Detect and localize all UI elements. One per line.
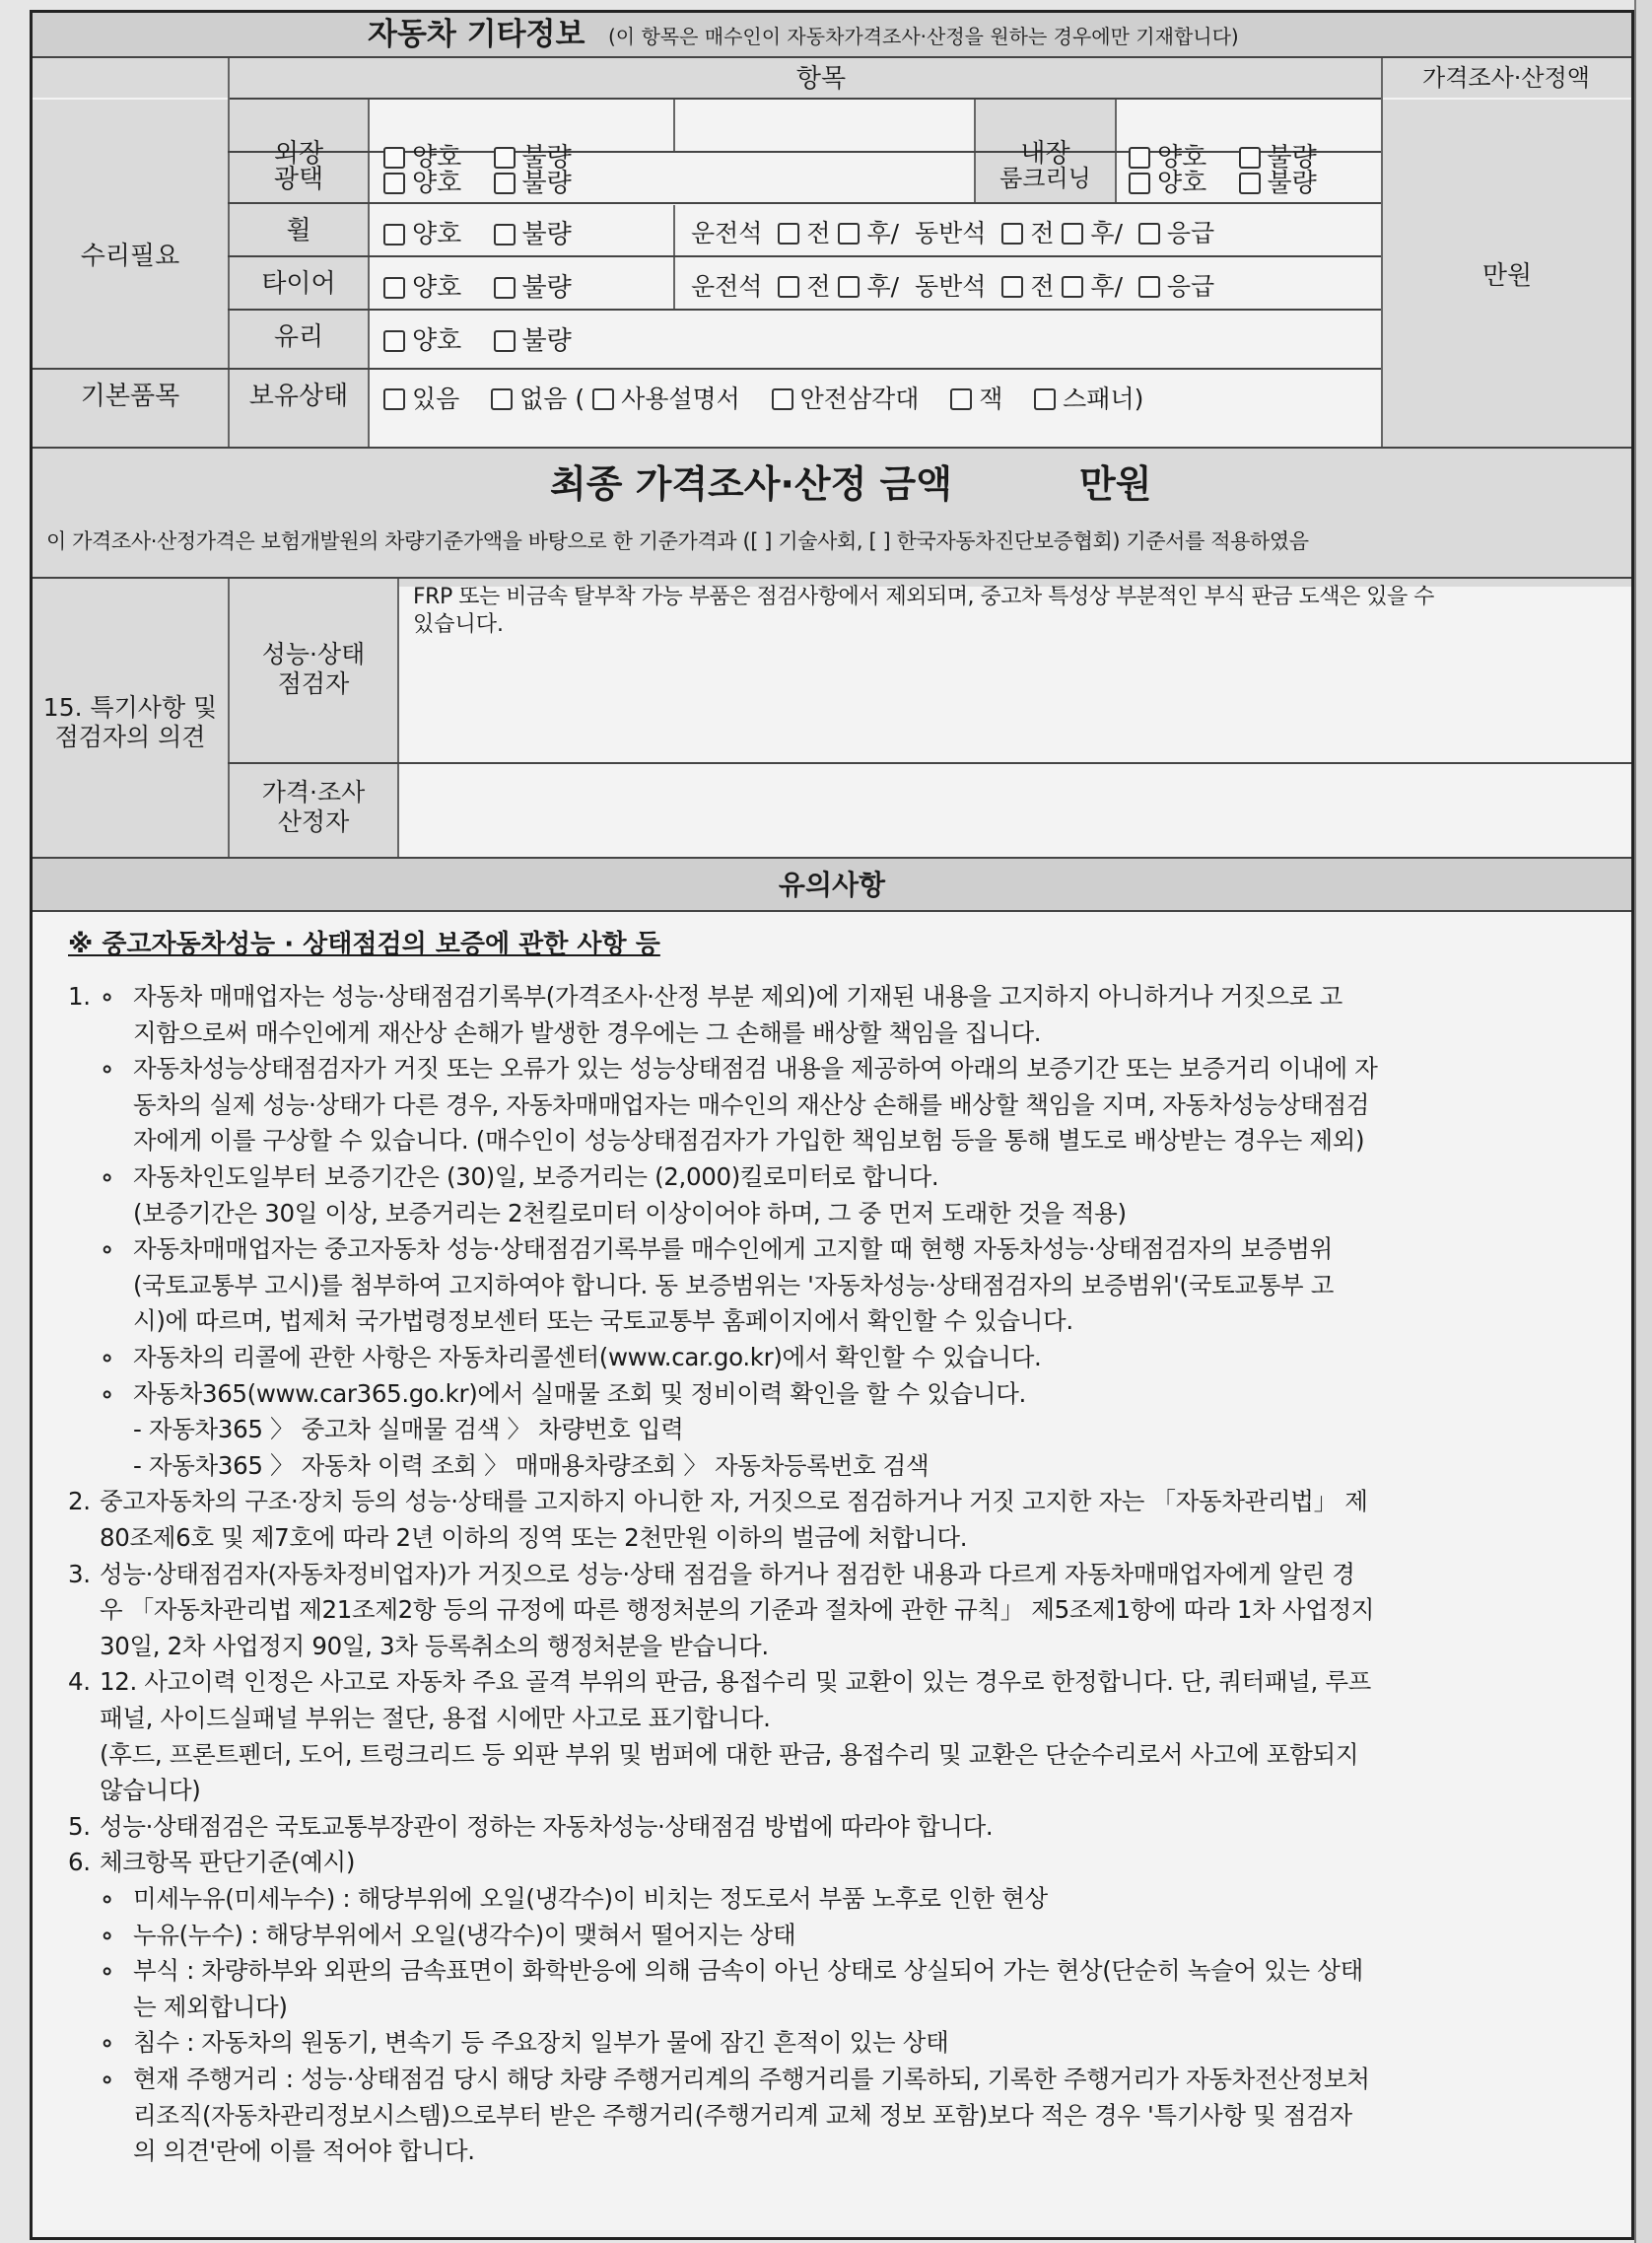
option-label: 불량 bbox=[1267, 169, 1317, 198]
inspector-label-1: 성능·상태 bbox=[261, 640, 366, 668]
bullet-icon: ∘ bbox=[100, 1162, 114, 1191]
notice-line bbox=[68, 1448, 1616, 1485]
option-label: 양호 bbox=[1157, 169, 1207, 198]
notice-line bbox=[68, 1268, 1616, 1304]
wheel-passenger-front-checkbox[interactable] bbox=[1001, 223, 1023, 245]
option-label: 불량 bbox=[1267, 143, 1317, 173]
inspector-opinion-line-2: 있습니다. bbox=[413, 612, 505, 637]
front-label: 전 bbox=[806, 219, 831, 247]
notice-line bbox=[68, 1159, 1616, 1196]
notice-line bbox=[68, 1918, 1616, 1954]
bullet-icon: ∘ bbox=[100, 2028, 114, 2058]
gloss-good-checkbox[interactable] bbox=[383, 173, 405, 194]
notice-heading: ※ 중고자동차성능 · 상태점검의 보증에 관한 사항 등 bbox=[68, 930, 660, 959]
bullet-icon: ∘ bbox=[100, 982, 114, 1011]
repair-needed-label: 수리필요 bbox=[80, 242, 180, 271]
notice-text: 체크항목 판단기준(예시) bbox=[100, 1848, 356, 1877]
notice-line bbox=[68, 1484, 1616, 1520]
bullet-icon: ∘ bbox=[100, 1920, 114, 1949]
notice-line bbox=[68, 1087, 1616, 1124]
notice-title: 유의사항 bbox=[778, 869, 886, 901]
notice-line bbox=[68, 1953, 1616, 1990]
notice-line bbox=[68, 1016, 1616, 1052]
room-cleaning-options bbox=[1129, 163, 1341, 199]
notice-line bbox=[68, 1845, 1616, 1881]
wheel-options bbox=[383, 214, 595, 250]
notice-text: 자동차의 리콜에 관한 사항은 자동차리콜센터(www.car.go.kr)에서 확인할 수 있습니다. bbox=[133, 1343, 1042, 1371]
notice-text: (국토교통부 고시)를 첨부하여 고지하여야 합니다. 동 보증범위는 '자동차성능·상태점검자의 보증범위'(국토교통부 고 bbox=[133, 1270, 1335, 1299]
notice-line bbox=[68, 1231, 1616, 1268]
manual-label: 사용설명서 bbox=[621, 385, 740, 413]
notice-text: 동차의 실제 성능·상태가 다른 경우, 자동차매매업자는 매수인의 재산상 손해를 배상할 책임을 지며, 자동차성능상태점검 bbox=[133, 1089, 1370, 1119]
notice-number: 2. bbox=[68, 1487, 91, 1516]
tire-passenger-front-checkbox[interactable] bbox=[1001, 276, 1023, 298]
basic-items-label: 기본품목 bbox=[80, 382, 180, 411]
notice-text: 30일, 2차 사업정지 90일, 3차 등록취소의 행정처분을 받습니다. bbox=[100, 1631, 769, 1660]
option-label: 양호 bbox=[412, 273, 462, 303]
notice-text: 리조직(자동차관리정보시스템)으로부터 받은 주행거리(주행거리계 교체 정보 포함)보다 적은 경우 '특기사항 및 점검자 bbox=[133, 2100, 1352, 2130]
jack-checkbox[interactable] bbox=[950, 388, 972, 410]
notice-text: 않습니다) bbox=[100, 1776, 201, 1805]
notice-line bbox=[68, 1881, 1616, 1918]
rear-label: 후/ bbox=[1090, 272, 1123, 301]
notice-line bbox=[68, 1773, 1616, 1809]
notice-text: 의 의견'란에 이를 적어야 합니다. bbox=[133, 2137, 475, 2166]
notice-line bbox=[68, 1737, 1616, 1774]
none-checkbox[interactable] bbox=[491, 388, 513, 410]
have-label: 있음 bbox=[412, 385, 460, 413]
front-label: 전 bbox=[806, 272, 831, 301]
option-label: 양호 bbox=[412, 326, 462, 356]
column-header-price: 가격조사·산정액 bbox=[1422, 64, 1590, 92]
bullet-icon: ∘ bbox=[100, 1234, 114, 1264]
notice-text: 자동차성능상태점검자가 거짓 또는 오류가 있는 성능상태점검 내용을 제공하여 아래의 보증기간 또는 보증거리 이내에 자 bbox=[133, 1054, 1378, 1084]
notice-text: 패널, 사이드실패널 부위는 절단, 용접 시에만 사고로 표기합니다. bbox=[100, 1704, 771, 1732]
notice-text: 성능·상태점검자(자동차정비업자)가 거짓으로 성능·상태 점검을 하거나 점검한 내용과 다르게 자동차매매업자에게 알린 경 bbox=[100, 1559, 1355, 1588]
inspector-opinion-line-1: FRP 또는 비금속 탈부착 가능 부품은 점검사항에서 제외되며, 중고차 특성상 부분적인 부식 판금 도색은 있을 수 bbox=[413, 585, 1434, 609]
notice-line bbox=[68, 1196, 1616, 1232]
bullet-icon: ∘ bbox=[100, 1343, 114, 1371]
option-label: 양호 bbox=[412, 143, 462, 173]
notice-text: (보증기간은 30일 이상, 보증거리는 2천킬로미터 이상이어야 하며, 그 중 먼저 도래한 것을 적용) bbox=[133, 1198, 1127, 1227]
wheel-driver-rear-checkbox[interactable] bbox=[838, 223, 860, 245]
notice-line bbox=[68, 1557, 1616, 1593]
notice-line bbox=[68, 1303, 1616, 1340]
tire-bad-checkbox[interactable] bbox=[494, 277, 516, 299]
notice-text: 성능·상태점검은 국토교통부장관이 정하는 자동차성능·상태점검 방법에 따라야 합니다. bbox=[100, 1811, 994, 1841]
special-notes-label-1: 15. 특기사항 및 bbox=[42, 693, 218, 722]
wheel-driver-front-checkbox[interactable] bbox=[778, 223, 799, 245]
basic-items-options bbox=[383, 380, 1143, 415]
option-label: 양호 bbox=[1157, 143, 1207, 173]
final-price-title: 최종 가격조사·산정 금액 bbox=[550, 462, 952, 506]
notice-number: 6. bbox=[68, 1848, 91, 1877]
glass-label: 유리 bbox=[273, 322, 324, 352]
passenger-seat-label: 동반석 bbox=[914, 272, 987, 301]
notice-line bbox=[68, 1664, 1616, 1701]
notice-text: - 자동차365 〉 중고차 실매물 검색 〉 차량번호 입력 bbox=[133, 1415, 684, 1444]
inspection-form-page bbox=[30, 10, 1634, 2240]
emergency-label: 응급 bbox=[1166, 272, 1215, 301]
notice-line bbox=[68, 1051, 1616, 1087]
glass-bad-checkbox[interactable] bbox=[494, 330, 516, 352]
glass-options bbox=[383, 320, 595, 357]
notice-text: 자에게 이를 구상할 수 있습니다. (매수인이 성능상태점검자가 가입한 책임보험 등을 통해 별도로 배상받는 경우는 제외) bbox=[133, 1126, 1365, 1156]
bullet-icon: ∘ bbox=[100, 1956, 114, 1986]
bullet-icon: ∘ bbox=[100, 2065, 114, 2093]
front-label: 전 bbox=[1030, 272, 1055, 301]
notice-text: 80조제6호 및 제7호에 따라 2년 이하의 징역 또는 2천만원 이하의 벌금에 처합니다. bbox=[100, 1523, 968, 1552]
notice-line bbox=[68, 1520, 1616, 1557]
exterior-label: 외장 bbox=[273, 139, 324, 169]
interior-label: 내장 bbox=[1020, 139, 1070, 169]
gloss-bad-checkbox[interactable] bbox=[494, 173, 516, 194]
inspector-label-2: 점검자 bbox=[277, 669, 350, 698]
notice-line bbox=[68, 1376, 1616, 1413]
notice-line bbox=[68, 1592, 1616, 1629]
front-label: 전 bbox=[1030, 219, 1055, 247]
notice-text: 우 「자동차관리법 제21조제2항 등의 규정에 따른 행정처분의 기준과 절차에 관한 규칙」 제5조제1항에 따라 1차 사업정지 bbox=[100, 1595, 1375, 1625]
tire-label: 타이어 bbox=[261, 269, 336, 299]
none-label: 없음 ( bbox=[519, 385, 585, 413]
wheel-emergency-checkbox[interactable] bbox=[1138, 223, 1160, 245]
notice-number: 5. bbox=[68, 1811, 91, 1841]
room-cleaning-label: 룸크리닝 bbox=[999, 165, 1091, 192]
column-header-item: 항목 bbox=[795, 64, 847, 94]
notice-number: 1. bbox=[68, 982, 91, 1011]
notice-text: (후드, 프론트펜더, 도어, 트렁크리드 등 외판 부위 및 범퍼에 대한 판금, 용접수리 및 교환은 단순수리로서 사고에 포함되지 bbox=[100, 1739, 1359, 1769]
notice-line bbox=[68, 1701, 1616, 1737]
section-subtitle: (이 항목은 매수인이 자동차가격조사·산정을 원하는 경우에만 기재합니다) bbox=[608, 25, 1239, 48]
notice-number: 3. bbox=[68, 1559, 91, 1588]
notice-text: 부식 : 차량하부와 외판의 금속표면이 화학반응에 의해 금속이 아닌 상태로 상실되어 가는 현상(단순히 녹슬어 있는 상태 bbox=[133, 1956, 1363, 1986]
wheel-bad-checkbox[interactable] bbox=[494, 224, 516, 245]
notice-line bbox=[68, 979, 1616, 1016]
notice-line bbox=[68, 1990, 1616, 2026]
spanner-checkbox[interactable] bbox=[1034, 388, 1056, 410]
tire-good-checkbox[interactable] bbox=[383, 277, 405, 299]
bullet-icon: ∘ bbox=[100, 1054, 114, 1084]
tire-driver-front-checkbox[interactable] bbox=[778, 276, 799, 298]
appraiser-label-2: 산정자 bbox=[277, 807, 350, 836]
notice-line bbox=[68, 1123, 1616, 1159]
jack-label: 잭 bbox=[979, 385, 1003, 413]
notice-text: 미세누유(미세누수) : 해당부위에 오일(냉각수)이 비치는 정도로서 부품 노후로 인한 현상 bbox=[133, 1884, 1048, 1913]
notice-text: 누유(누수) : 해당부위에서 오일(냉각수)이 맺혀서 떨어지는 상태 bbox=[133, 1920, 796, 1949]
notice-text: 는 제외합니다) bbox=[133, 1992, 288, 2021]
tire-emergency-checkbox[interactable] bbox=[1138, 276, 1160, 298]
notice-text: - 자동차365 〉 자동차 이력 조회 〉 매매용차량조회 〉 자동차등록번호 검색 bbox=[133, 1450, 929, 1480]
tire-options bbox=[383, 267, 595, 304]
notice-line bbox=[68, 1340, 1616, 1376]
notice-text: 자동차365(www.car365.go.kr)에서 실매물 조회 및 정비이력 확인을 할 수 있습니다. bbox=[133, 1378, 1026, 1408]
triangle-label: 안전삼각대 bbox=[799, 385, 920, 413]
option-label: 불량 bbox=[521, 273, 572, 303]
rear-label: 후/ bbox=[866, 272, 900, 301]
final-price-unit: 만원 bbox=[1079, 462, 1152, 506]
triangle-checkbox[interactable] bbox=[772, 388, 793, 410]
tire-driver-rear-checkbox[interactable] bbox=[838, 276, 860, 298]
manual-checkbox[interactable] bbox=[592, 388, 614, 410]
possession-label: 보유상태 bbox=[248, 382, 349, 411]
option-label: 불량 bbox=[521, 143, 572, 173]
room-cleaning-good-checkbox[interactable] bbox=[1129, 173, 1150, 194]
notice-text: 중고자동차의 구조·장치 등의 성능·상태를 고지하지 아니한 자, 거짓으로 점검하거나 거짓 고지한 자는 「자동차관리법」 제 bbox=[100, 1487, 1368, 1516]
notice-text: 침수 : 자동차의 원동기, 변속기 등 주요장치 일부가 물에 잠긴 흔적이 있는 상태 bbox=[133, 2028, 949, 2058]
wheel-position-options bbox=[691, 214, 1214, 249]
notice-line bbox=[68, 1809, 1616, 1846]
notice-text: 지함으로써 매수인에게 재산상 손해가 발생한 경우에는 그 손해를 배상할 책임을 집니다. bbox=[133, 1017, 1042, 1047]
notice-text: 시)에 따르며, 법제처 국가법령정보센터 또는 국토교통부 홈페이지에서 확인할 수 있습니다. bbox=[133, 1306, 1073, 1336]
notice-text: 자동차매매업자는 중고자동차 성능·상태점검기록부를 매수인에게 고지할 때 현행 자동차성능·상태점검자의 보증범위 bbox=[133, 1234, 1333, 1264]
notice-text: 자동차 매매업자는 성능·상태점검기록부(가격조사·산정 부분 제외)에 기재된 내용을 고지하지 아니하거나 거짓으로 고 bbox=[133, 982, 1342, 1011]
notice-text: 12. 사고이력 인정은 사고로 자동차 주요 골격 부위의 판금, 용접수리 및 교환이 있는 경우로 한정합니다. 단, 쿼터패널, 루프 bbox=[100, 1667, 1372, 1697]
option-label: 양호 bbox=[412, 169, 462, 198]
price-unit: 만원 bbox=[1481, 261, 1533, 291]
emergency-label: 응급 bbox=[1166, 219, 1215, 247]
adjacent-page-edge bbox=[1634, 0, 1652, 2243]
notice-line bbox=[68, 2025, 1616, 2062]
driver-seat-label: 운전석 bbox=[691, 219, 763, 247]
option-label: 불량 bbox=[521, 220, 572, 249]
have-checkbox[interactable] bbox=[383, 388, 405, 410]
notice-line bbox=[68, 2062, 1616, 2098]
tire-passenger-rear-checkbox[interactable] bbox=[1062, 276, 1083, 298]
room-cleaning-bad-checkbox[interactable] bbox=[1239, 173, 1261, 194]
rear-label: 후/ bbox=[1090, 219, 1123, 247]
final-price-basis: 이 가격조사·산정가격은 보험개발원의 차량기준가액을 바탕으로 한 기준가격과 ([ ] 기술사회, [ ] 한국자동차진단보증협회) 기준서를 적용하였음 bbox=[46, 529, 1309, 553]
notice-number: 4. bbox=[68, 1667, 91, 1697]
gloss-label: 광택 bbox=[273, 165, 324, 194]
appraiser-label-1: 가격·조사 bbox=[261, 778, 366, 806]
wheel-good-checkbox[interactable] bbox=[383, 224, 405, 245]
wheel-passenger-rear-checkbox[interactable] bbox=[1062, 223, 1083, 245]
glass-good-checkbox[interactable] bbox=[383, 330, 405, 352]
passenger-seat-label: 동반석 bbox=[914, 219, 987, 247]
notice-line bbox=[68, 2098, 1616, 2135]
bullet-icon: ∘ bbox=[100, 1378, 114, 1408]
notice-line bbox=[68, 1629, 1616, 1665]
special-notes-label-2: 점검자의 의견 bbox=[54, 723, 206, 751]
driver-seat-label: 운전석 bbox=[691, 272, 763, 301]
spanner-label: 스패너) bbox=[1063, 385, 1144, 413]
tire-position-options bbox=[691, 267, 1214, 303]
option-label: 불량 bbox=[521, 326, 572, 356]
rear-label: 후/ bbox=[866, 219, 900, 247]
wheel-label: 휠 bbox=[286, 216, 311, 245]
notice-text: 현재 주행거리 : 성능·상태점검 당시 해당 차량 주행거리계의 주행거리를 기록하되, 기록한 주행거리가 자동차전산정보처 bbox=[133, 2065, 1370, 2093]
notice-text: 자동차인도일부터 보증기간은 (30)일, 보증거리는 (2,000)킬로미터로 합니다. bbox=[133, 1162, 939, 1191]
option-label: 불량 bbox=[521, 169, 572, 198]
bullet-icon: ∘ bbox=[100, 1884, 114, 1913]
notice-line bbox=[68, 1412, 1616, 1448]
section-title: 자동차 기타정보 bbox=[368, 17, 585, 52]
notice-line bbox=[68, 2134, 1616, 2170]
gloss-options bbox=[383, 163, 595, 199]
option-label: 양호 bbox=[412, 220, 462, 249]
